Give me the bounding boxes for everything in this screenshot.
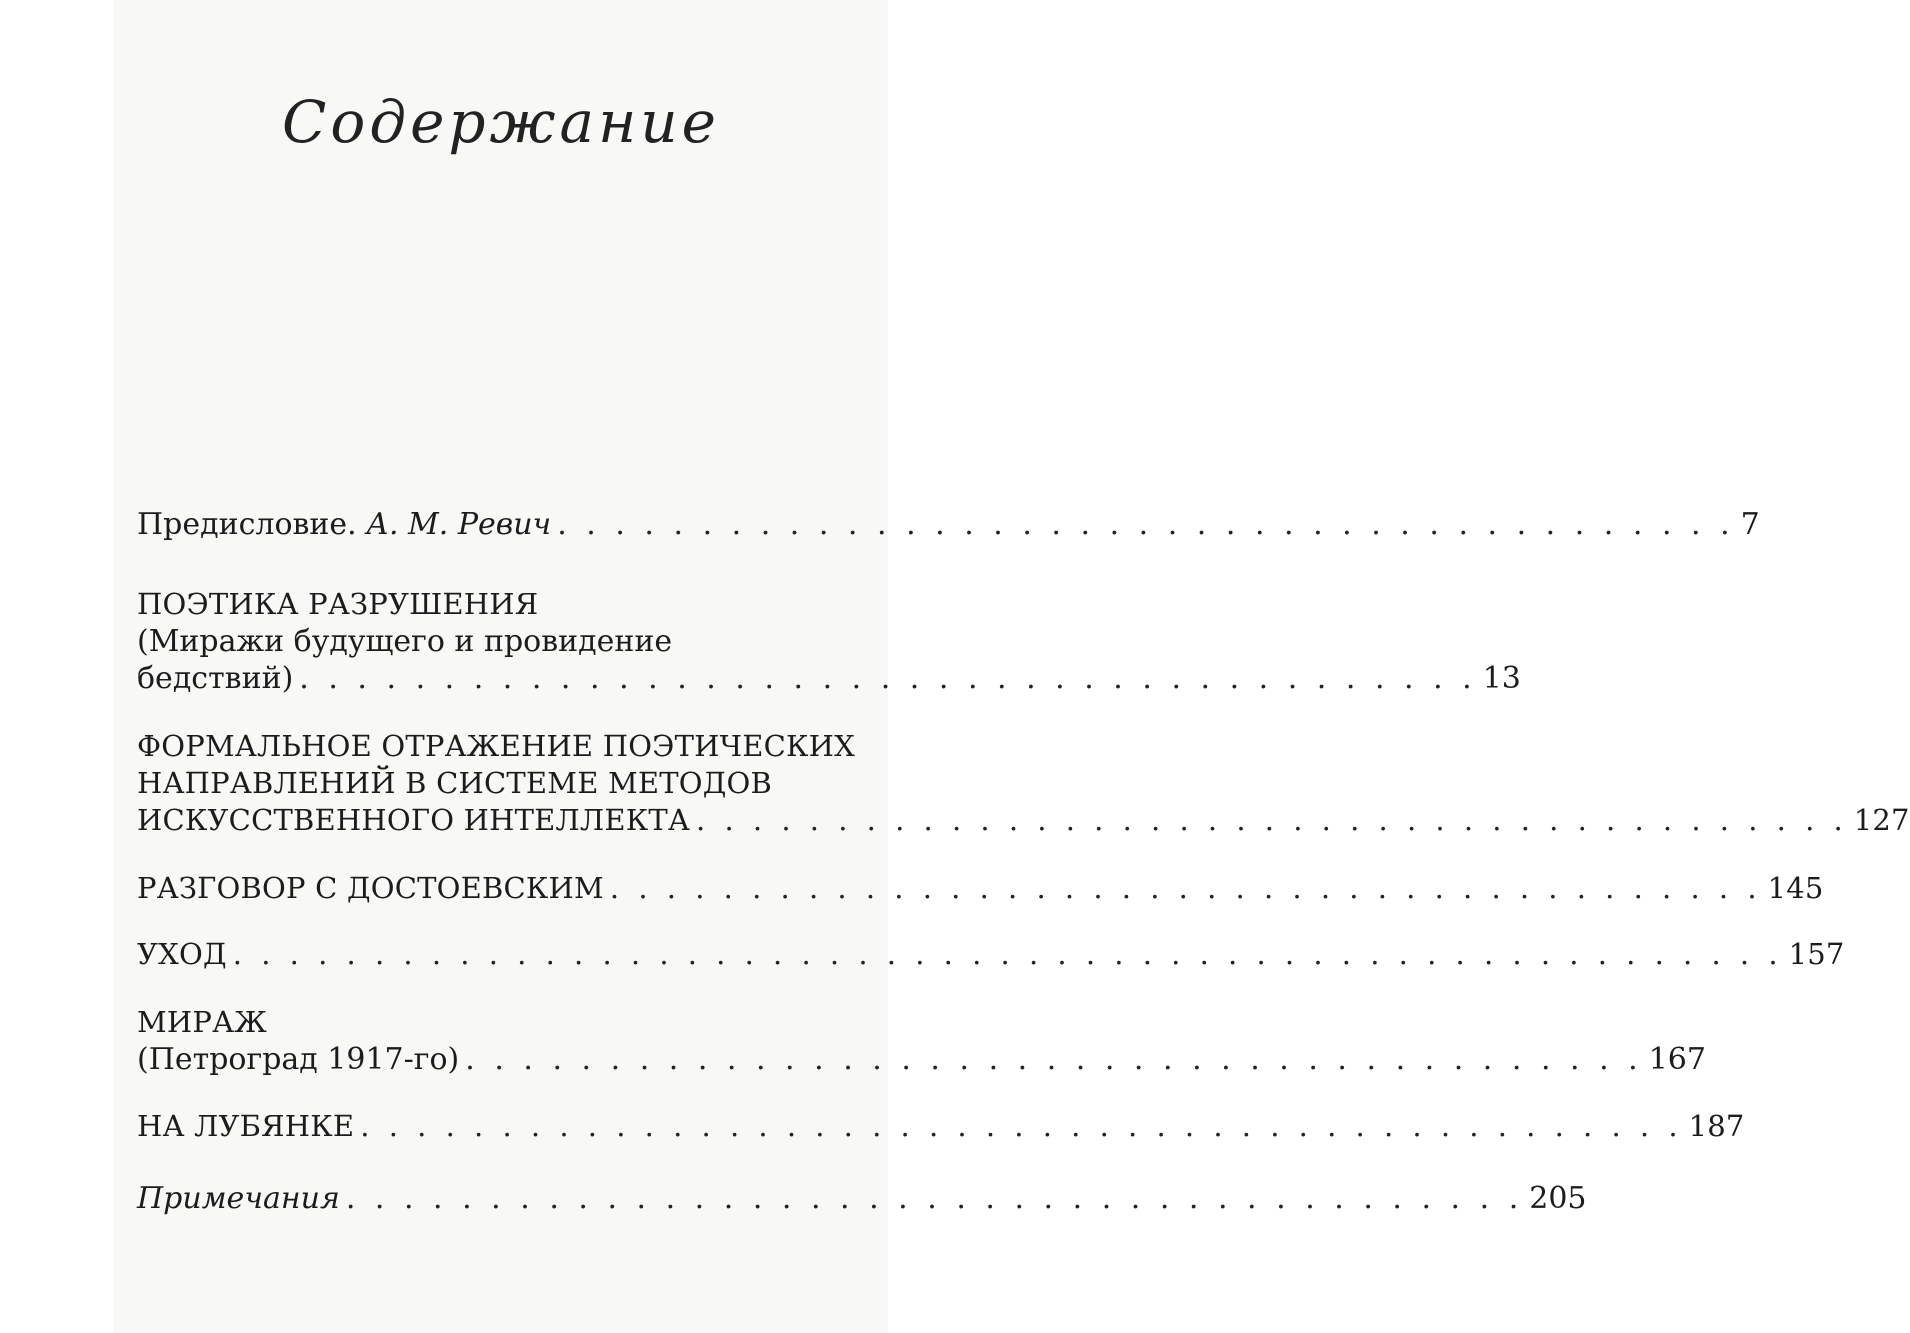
toc-page-number: 205: [1529, 1181, 1587, 1216]
toc-entry-title: ПОЭТИКА РАЗРУШЕНИЯ: [137, 587, 539, 621]
toc-entry-subtitle: бедствий): [137, 661, 294, 696]
toc-entry-preface: [137, 506, 1760, 543]
toc-entry-title: Примечания: [137, 1181, 340, 1216]
toc-entry-author: А. М. Ревич: [366, 507, 552, 542]
page-title: Содержание: [282, 88, 720, 156]
dot-leader: . . . . . . . . . . . . . . . . . . . . . . . . . . . . . . . . . . . . . . . . .: [345, 1181, 1524, 1216]
toc-entry: [137, 1108, 1745, 1145]
toc-page-number: 13: [1482, 661, 1521, 696]
toc-page-number: 145: [1767, 871, 1824, 905]
toc-entry: [137, 870, 1824, 907]
toc-page-number: 157: [1788, 937, 1845, 971]
toc-entry: [137, 728, 1910, 839]
toc-entry-title: ФОРМАЛЬНОЕ ОТРАЖЕНИЕ ПОЭТИЧЕСКИХ: [137, 729, 855, 763]
toc-entry-subtitle: (Миражи будущего и провидение: [137, 624, 673, 659]
toc-entry: [137, 1004, 1706, 1078]
toc-entry-title: РАЗГОВОР С ДОСТОЕВСКИМ: [137, 871, 604, 905]
toc-entry-title: УХОД: [137, 937, 227, 971]
toc-entry-notes: [137, 1180, 1587, 1217]
dot-leader: . . . . . . . . . . . . . . . . . . . . . . . . . . . . . . . . . . . . . . . . . . . . . . . . . . . . . . .: [232, 937, 1783, 971]
toc-entry: [137, 586, 1521, 697]
toc-entry-title: МИРАЖ: [137, 1005, 268, 1039]
dot-leader: . . . . . . . . . . . . . . . . . . . . . . . . . . . . . . . . . . . . . . . . .: [696, 803, 1848, 837]
toc-entry-title: НАПРАВЛЕНИЙ В СИСТЕМЕ МЕТОДОВ: [137, 766, 773, 800]
toc-entry-title: Предисловие.: [137, 507, 357, 542]
dot-leader: . . . . . . . . . . . . . . . . . . . . . . . . . . . . . . . . . . . . . . . . .: [465, 1042, 1643, 1077]
dot-leader: . . . . . . . . . . . . . . . . . . . . . . . . . . . . . . . . . . . . . . . . .: [299, 661, 1477, 696]
toc-entry-title: НА ЛУБЯНКЕ: [137, 1109, 355, 1143]
toc-entry: [137, 936, 1845, 973]
toc-entry-subtitle: (Петроград 1917-го): [137, 1042, 460, 1077]
dot-leader: . . . . . . . . . . . . . . . . . . . . . . . . . . . . . . . . . . . . . . . . .: [557, 507, 1735, 542]
toc-page-number: 167: [1648, 1042, 1706, 1077]
toc-page-number: 7: [1740, 507, 1760, 542]
toc-page-number: 187: [1688, 1109, 1745, 1143]
dot-leader: . . . . . . . . . . . . . . . . . . . . . . . . . . . . . . . . . . . . . . . . .: [609, 871, 1762, 905]
dot-leader: . . . . . . . . . . . . . . . . . . . . . . . . . . . . . . . . . . . . . . . . . . . . . . .: [360, 1109, 1683, 1143]
toc-entry-title: ИСКУССТВЕННОГО ИНТЕЛЛЕКТА: [137, 803, 691, 837]
toc-page-number: 127: [1853, 803, 1910, 837]
